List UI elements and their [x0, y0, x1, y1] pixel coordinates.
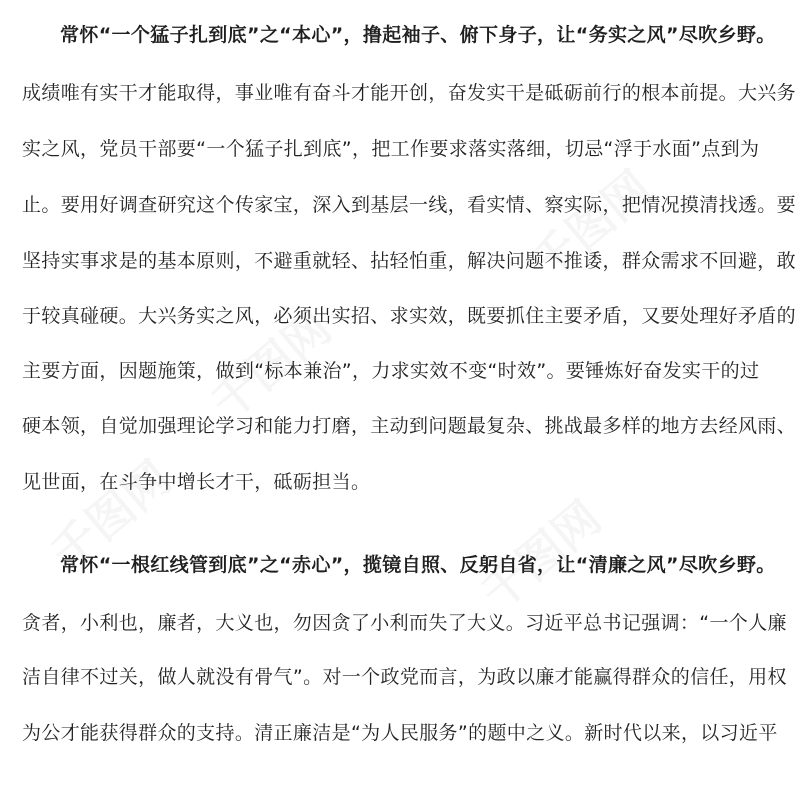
- paragraph-line: 止。要用好调查研究这个传家宝，深入到基层一线，看实情、察实际，把情况摸清找透。要: [22, 194, 797, 216]
- paragraph-line: 主要方面，因题施策，做到“标本兼治”，力求实效不变“时效”。要锤炼好奋发实干的过: [22, 360, 760, 382]
- paragraph-line: 为公才能获得群众的支持。清正廉洁是“为人民服务”的题中之义。新时代以来，以习近平: [22, 722, 778, 744]
- paragraph-line: 于较真碰硬。大兴务实之风，必须出实招、求实效，既要抓住主要矛盾，又要处理好矛盾的: [22, 305, 797, 327]
- section-heading: 常怀“一个猛子扎到底”之“本心”，撸起袖子、俯下身子，让“务实之风”尽吹乡野。: [60, 24, 776, 46]
- section-heading: 常怀“一根红线管到底”之“赤心”，揽镜自照、反躬自省，让“清廉之风”尽吹乡野。: [60, 554, 776, 576]
- paragraph-line: 洁自律不过关，做人就没有骨气”。对一个政党而言，为政以廉才能赢得群众的信任，用权: [22, 666, 787, 688]
- paragraph-line: 坚持实事求是的基本原则，不避重就轻、拈轻怕重，解决问题不推诿，群众需求不回避，敢: [22, 250, 797, 272]
- paragraph-line: 成绩唯有实干才能取得，事业唯有奋斗才能开创，奋发实干是砥砺前行的根本前提。大兴务: [22, 82, 797, 104]
- paragraph-line: 硬本领，自觉加强理论学习和能力打磨，主动到问题最复杂、挑战最多样的地方去经风雨、: [22, 415, 797, 437]
- paragraph-line: 实之风，党员干部要“一个猛子扎到底”，把工作要求落实落细，切忌“浮于水面”点到为: [22, 138, 760, 160]
- paragraph-line: 贪者，小利也，廉者，大义也，勿因贪了小利而失了大义。习近平总书记强调：“一个人廉: [22, 612, 787, 634]
- paragraph-line: 见世面，在斗争中增长才干，砥砺担当。: [22, 471, 371, 493]
